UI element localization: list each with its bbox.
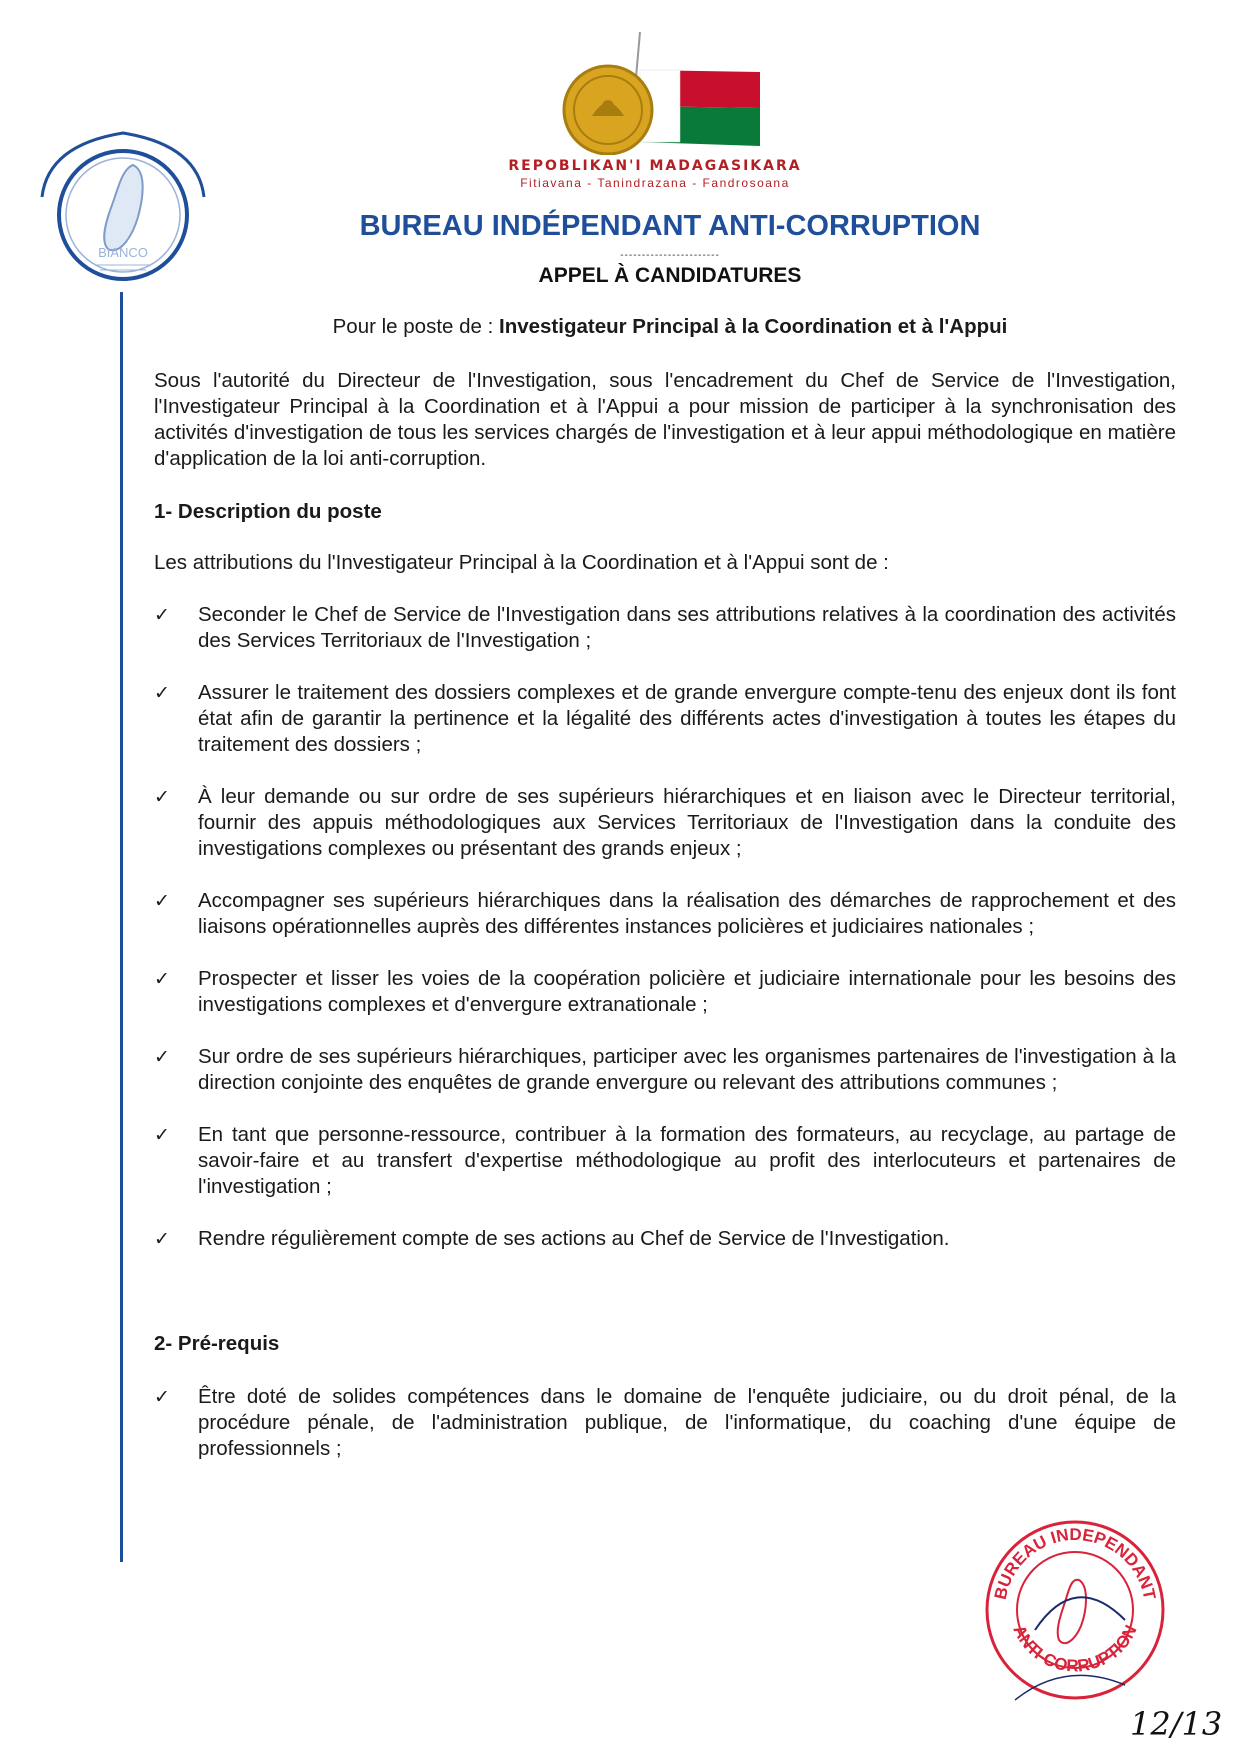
page-number: 12/13	[1130, 1705, 1223, 1743]
post-name: Investigateur Principal à la Coordination et à l'Appui	[499, 315, 1008, 338]
list-item: ✓ Prospecter et lisser les voies de la coopération policière et judiciaire internationale pour les besoins des investigations complexes et d'envergure extranationale ;	[154, 967, 1176, 1016]
post-prefix: Pour le poste de :	[332, 315, 500, 338]
list-item: ✓ Être doté de solides compétences dans le domaine de l'enquête judiciaire, ou du droit pénal, de la procédure pénale, de l'administration publique, de l'informatique, du coaching d'une équipe de professionnels ;	[154, 1385, 1176, 1460]
stamp-text-bottom: ANTI-CORRUPTION	[1009, 1622, 1141, 1676]
national-seal-icon	[530, 30, 790, 155]
check-icon: ✓	[154, 1228, 170, 1250]
organization-title: BUREAU INDÉPENDANT ANTI-CORRUPTION	[359, 210, 981, 242]
list-item: ✓ Rendre régulièrement compte de ses actions au Chef de Service de l'Investigation.	[154, 1227, 950, 1250]
check-icon: ✓	[154, 968, 170, 990]
check-icon: ✓	[154, 682, 170, 704]
check-icon: ✓	[154, 1046, 170, 1068]
logo-text: BIANCO	[98, 245, 148, 260]
section-1-lead: Les attributions du l'Investigateur Principal à la Coordination et à l'Appui sont de :	[154, 551, 889, 574]
intro-paragraph: Sous l'autorité du Directeur de l'Investigation, sous l'encadrement du Chef de Service de l'Investigation, l'Investigateur Principal à la Coordination et à l'Appui a pour mission de participer à la synchronisation des activités d'investigation de tous les services chargés de l'investigation et à leur appui méthodologique en matière d'application de la loi anti-corruption.	[154, 369, 1176, 470]
svg-text:ANTI-CORRUPTION	[1009, 1622, 1140, 1675]
check-icon: ✓	[154, 1386, 170, 1408]
list-item: ✓ Assurer le traitement des dossiers complexes et de grande envergure compte-tenu des enjeux dont ils font état afin de garantir la pertinence et la légalité des différents actes d'investigation à toutes les étapes du traitement des dossiers ;	[154, 681, 1176, 756]
section-1-list	[154, 602, 1176, 1278]
svg-text:BUREAU INDEPENDANT	[991, 1525, 1160, 1602]
official-stamp	[975, 1510, 1175, 1715]
list-item: ✓ Sur ordre de ses supérieurs hiérarchiques, participer avec les organismes partenaires de l'investigation à la direction conjointe des enquêtes de grande envergure ou relevant des attributions communes ;	[154, 1045, 1176, 1094]
list-item: ✓ À leur demande ou sur ordre de ses supérieurs hiérarchiques et en liaison avec le Directeur territorial, fournir des appuis méthodologiques aux Services Territoriaux de l'Investigation dans la conduite des investigations complexes ou présentant des grands enjeux ;	[154, 785, 1176, 860]
republic-name: REPOBLIKAN'I MADAGASIKARA	[508, 158, 802, 174]
check-icon: ✓	[154, 1124, 170, 1146]
check-icon: ✓	[154, 786, 170, 808]
list-item: ✓ En tant que personne-ressource, contribuer à la formation des formateurs, au recyclage, au partage de savoir-faire et au transfert d'expertise méthodologique au profit des interlocuteurs et partenaires de l'investigation ;	[154, 1123, 1176, 1198]
check-icon: ✓	[154, 604, 170, 626]
left-margin-rule	[120, 292, 123, 1562]
stamp-text-top: BUREAU INDEPENDANT	[990, 1524, 1160, 1602]
section-2-heading: 2- Pré-requis	[154, 1332, 280, 1355]
republic-motto: Fitiavana - Tanindrazana - Fandrosoana	[520, 176, 790, 190]
section-1-heading: 1- Description du poste	[154, 500, 382, 523]
section-2-list	[154, 1384, 1176, 1488]
list-item: ✓ Accompagner ses supérieurs hiérarchiques dans la réalisation des démarches de rapprochement et des liaisons opérationnelles auprès des différentes instances policières et judiciaires nationales ;	[154, 889, 1176, 938]
check-icon: ✓	[154, 890, 170, 912]
call-for-applications-title: APPEL À CANDIDATURES	[538, 264, 802, 287]
list-item: ✓ Seconder le Chef de Service de l'Investigation dans ses attributions relatives à la coordination des activités des Services Territoriaux de l'Investigation ;	[154, 603, 1176, 652]
title-separator: -----------------------	[620, 250, 720, 261]
post-line	[100, 315, 1240, 339]
republic-header	[455, 30, 855, 190]
